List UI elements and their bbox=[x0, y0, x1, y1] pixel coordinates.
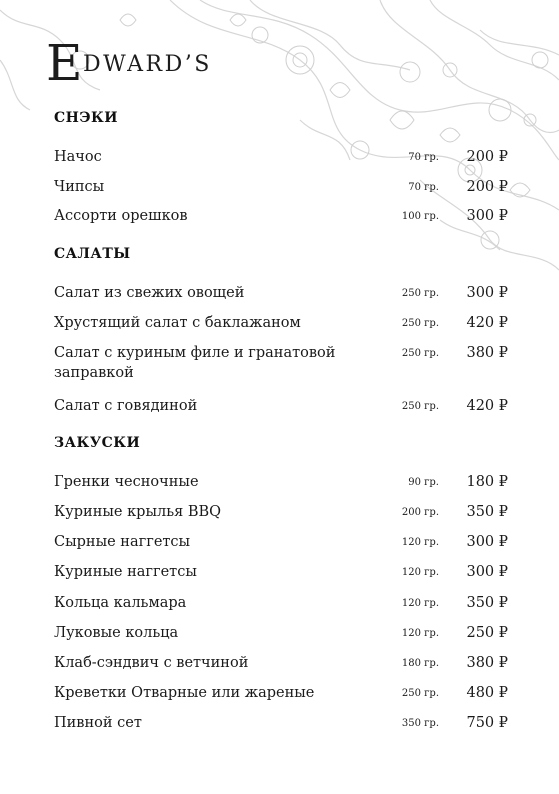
item-weight: 350 гр. bbox=[401, 718, 439, 729]
menu-item bbox=[54, 396, 514, 416]
item-weight: 250 гр. bbox=[401, 318, 439, 329]
menu-item bbox=[54, 177, 514, 197]
item-price: 200 ₽ bbox=[466, 179, 508, 195]
item-price: 350 ₽ bbox=[466, 504, 508, 520]
item-name: Куриные наггетсы bbox=[54, 564, 197, 580]
item-price: 180 ₽ bbox=[466, 474, 508, 490]
item-weight: 250 гр. bbox=[401, 348, 439, 359]
item-name: Луковые кольца bbox=[54, 625, 179, 641]
item-name: Кольца кальмара bbox=[54, 595, 187, 611]
menu-item bbox=[54, 713, 514, 733]
menu-item bbox=[54, 562, 514, 582]
item-weight: 70 гр. bbox=[408, 152, 439, 163]
menu-item bbox=[54, 343, 514, 383]
item-weight: 200 гр. bbox=[401, 507, 439, 518]
menu-item bbox=[54, 683, 514, 703]
menu-item bbox=[54, 502, 514, 522]
item-name: Чипсы bbox=[54, 179, 105, 195]
item-weight: 180 гр. bbox=[401, 658, 439, 669]
menu-item bbox=[54, 147, 514, 167]
item-weight: 90 гр. bbox=[408, 477, 439, 488]
section-title-salads: САЛАТЫ bbox=[54, 246, 131, 262]
item-weight: 250 гр. bbox=[401, 688, 439, 699]
item-price: 480 ₽ bbox=[466, 685, 508, 701]
item-price: 200 ₽ bbox=[466, 149, 508, 165]
menu-item bbox=[54, 623, 514, 643]
menu-item bbox=[54, 593, 514, 613]
item-price: 350 ₽ bbox=[466, 595, 508, 611]
item-weight: 120 гр. bbox=[401, 537, 439, 548]
item-price: 420 ₽ bbox=[466, 398, 508, 414]
section-title-appetizers: ЗАКУСКИ bbox=[54, 435, 141, 451]
item-name: Креветки Отварные или жареные bbox=[54, 685, 315, 701]
item-weight: 120 гр. bbox=[401, 628, 439, 639]
item-price: 250 ₽ bbox=[466, 625, 508, 641]
item-name: Салат с куриным филе и гранатовой заправкой bbox=[54, 345, 336, 381]
item-weight: 120 гр. bbox=[401, 598, 439, 609]
item-price: 380 ₽ bbox=[466, 345, 508, 361]
item-name: Гренки чесночные bbox=[54, 474, 199, 490]
item-weight: 250 гр. bbox=[401, 401, 439, 412]
item-price: 420 ₽ bbox=[466, 315, 508, 331]
item-price: 300 ₽ bbox=[466, 534, 508, 550]
item-price: 300 ₽ bbox=[466, 285, 508, 301]
item-weight: 70 гр. bbox=[408, 182, 439, 193]
menu-item bbox=[54, 472, 514, 492]
brand-initial: E bbox=[46, 34, 83, 92]
item-price: 380 ₽ bbox=[466, 655, 508, 671]
item-name: Куриные крылья BBQ bbox=[54, 504, 222, 520]
item-weight: 120 гр. bbox=[401, 567, 439, 578]
item-name: Хрустящий салат с баклажаном bbox=[54, 315, 301, 331]
section-title-snacks: СНЭКИ bbox=[54, 110, 118, 126]
item-weight: 100 гр. bbox=[401, 211, 439, 222]
item-name: Пивной сет bbox=[54, 715, 142, 731]
item-name: Салат с говядиной bbox=[54, 398, 198, 414]
item-price: 300 ₽ bbox=[466, 564, 508, 580]
item-name: Сырные наггетсы bbox=[54, 534, 191, 550]
item-weight: 250 гр. bbox=[401, 288, 439, 299]
menu-item bbox=[54, 313, 514, 333]
item-name: Салат из свежих овощей bbox=[54, 285, 245, 301]
item-name: Начос bbox=[54, 149, 102, 165]
menu-item bbox=[54, 653, 514, 673]
menu-item bbox=[54, 283, 514, 303]
menu-item bbox=[54, 532, 514, 552]
brand-name: DWARD’S bbox=[83, 52, 212, 77]
item-price: 750 ₽ bbox=[466, 715, 508, 731]
menu-item bbox=[54, 206, 514, 226]
item-name: Клаб-сэндвич с ветчиной bbox=[54, 655, 249, 671]
item-name: Ассорти орешков bbox=[54, 208, 188, 224]
item-price: 300 ₽ bbox=[466, 208, 508, 224]
